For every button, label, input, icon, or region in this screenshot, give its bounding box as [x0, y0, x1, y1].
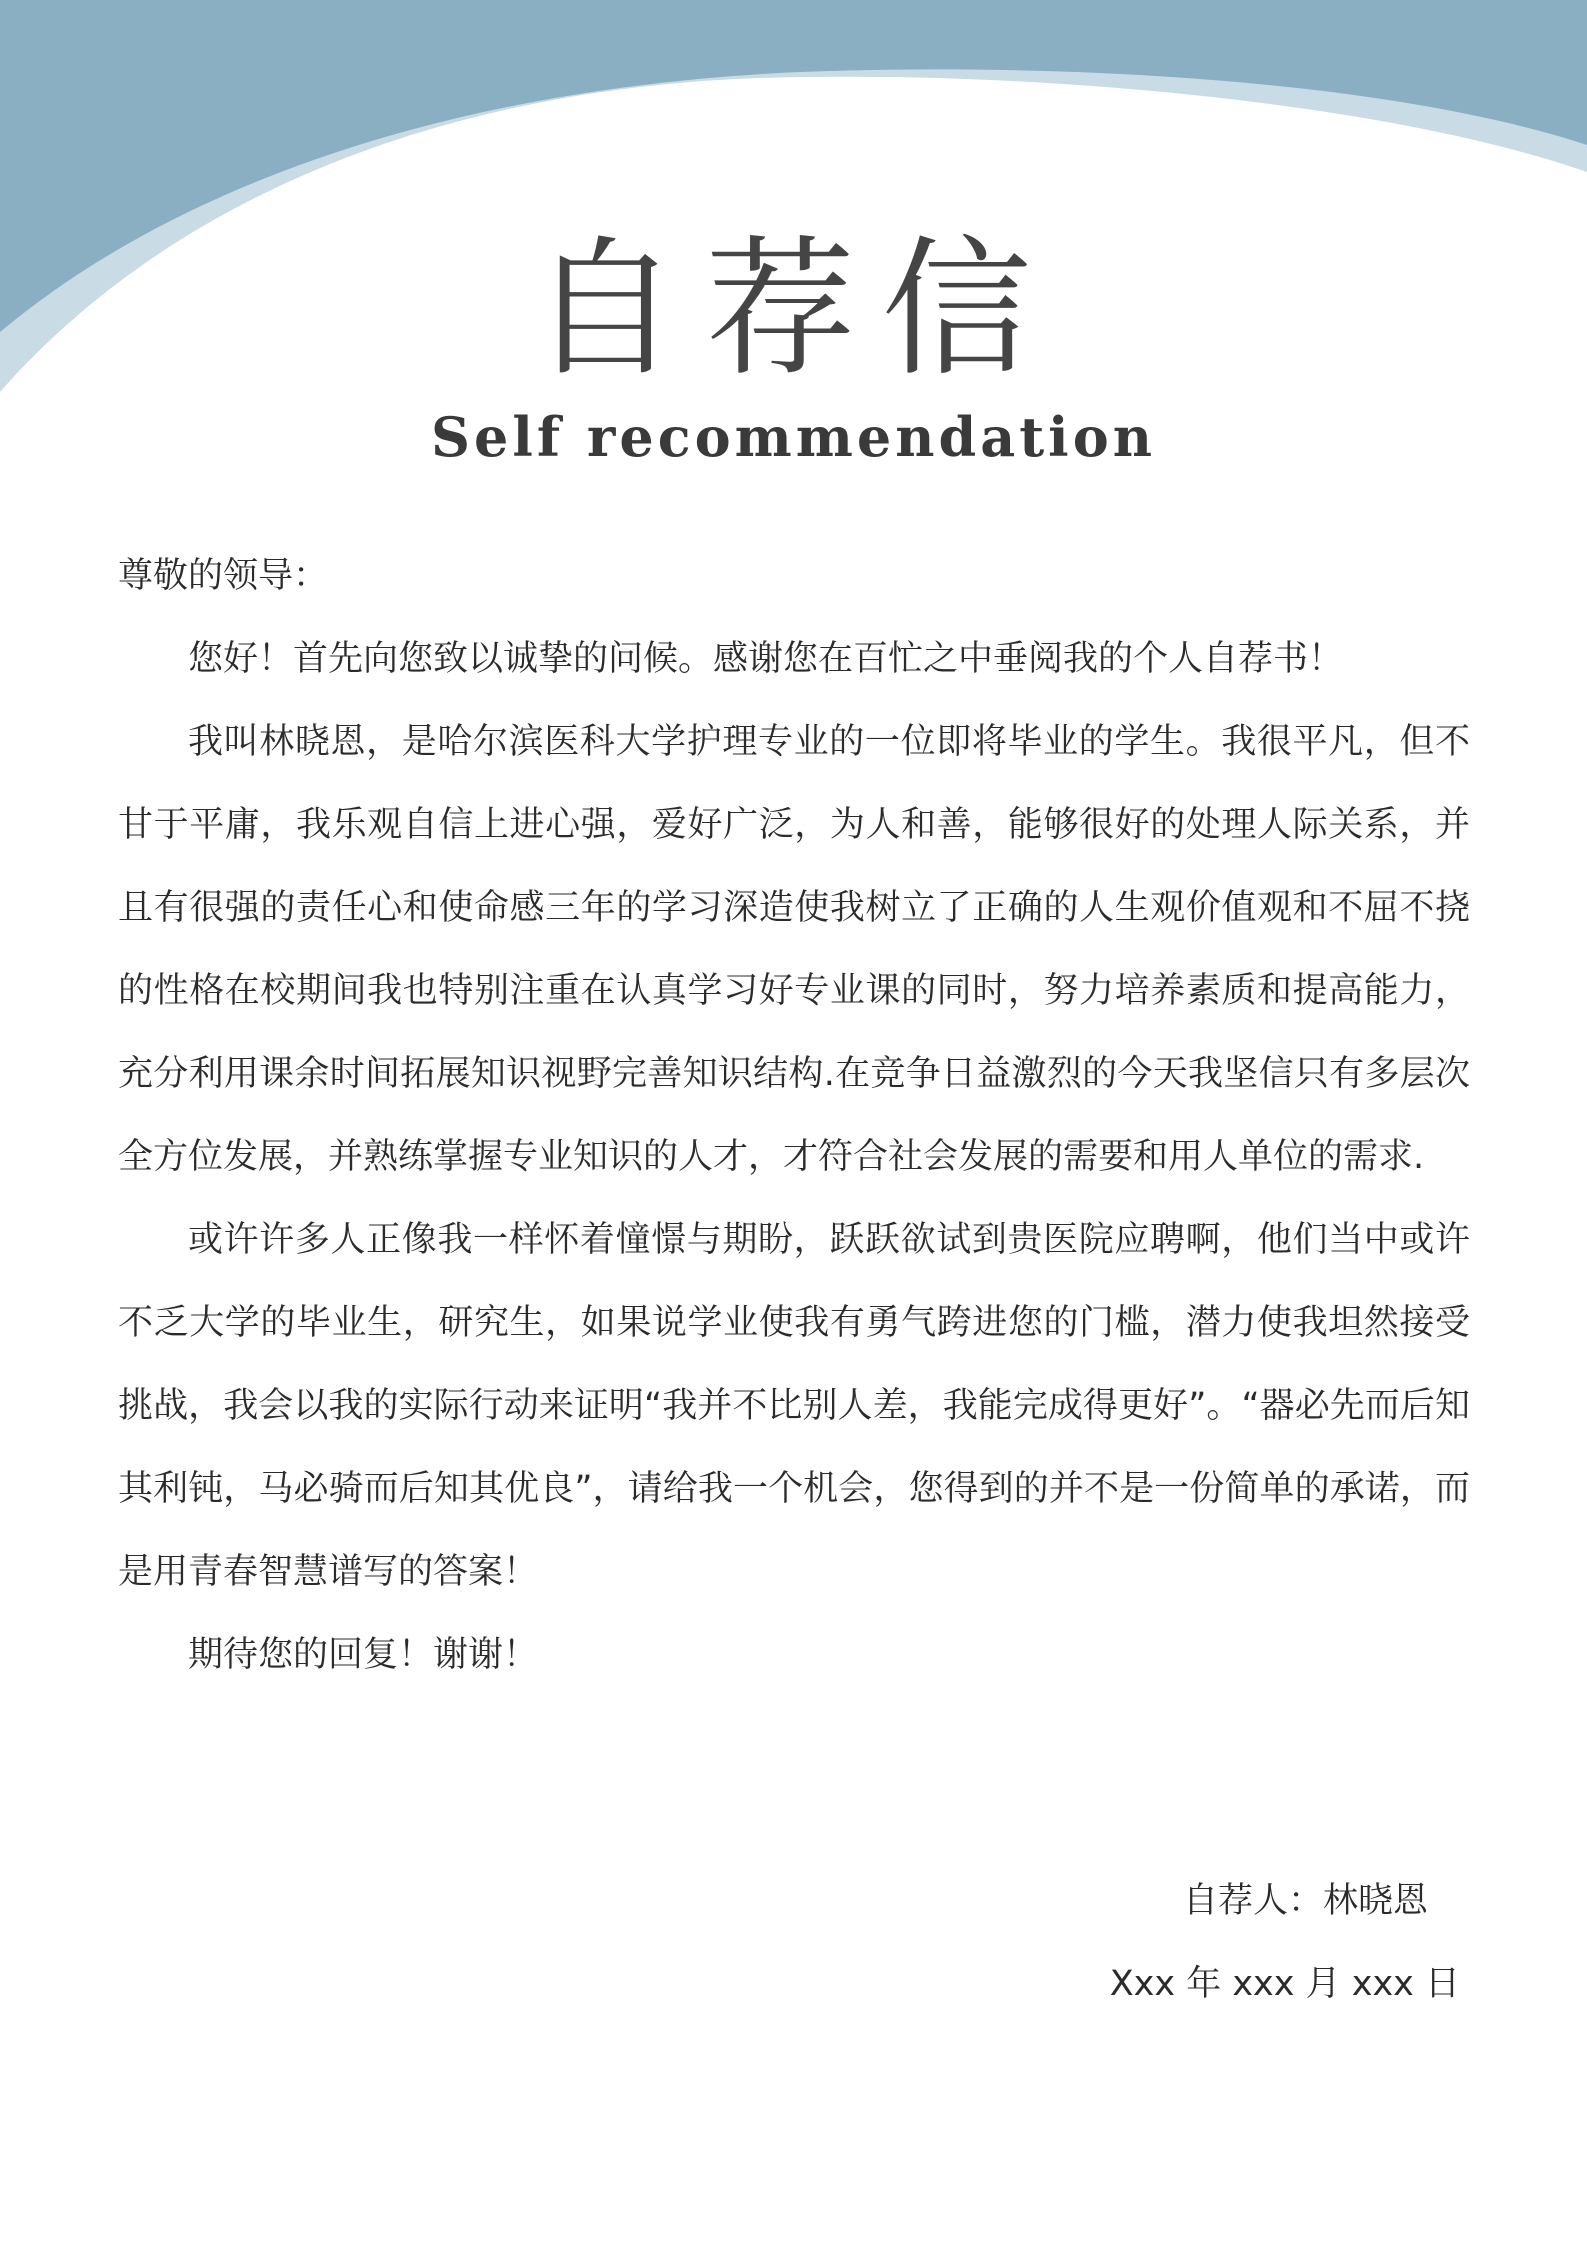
salutation: 尊敬的领导： [118, 556, 329, 596]
paragraph-greeting: 您好！首先向您致以诚挚的问候。感谢您在百忙之中垂阅我的个人自荐书！ [188, 639, 1344, 679]
letter-body [118, 535, 1470, 1697]
paragraph-motivation: 或许许多人正像我一样怀着憧憬与期盼，跃跃欲试到贵医院应聘啊，他们当中或许不乏大学的毕业生，研究生，如果说学业使我有勇气跨进您的门槛，潜力使我坦然接受挑战，我会以我的实际行动来证明“我并不比别人差，我能完成得更好”。“器必先而后知其利钝，马必骑而后知其优良”，请给我一个机会，您得到的并不是一份简单的承诺，而是用青春智慧谱写的答案！ [118, 1220, 1470, 1592]
paragraph-closing: 期待您的回复！谢谢！ [188, 1635, 539, 1675]
signature-date: Xxx 年 xxx 月 xxx 日 [1109, 1964, 1460, 2004]
paragraph-introduction: 我叫林晓恩，是哈尔滨医科大学护理专业的一位即将毕业的学生。我很平凡，但不甘于平庸，我乐观自信上进心强，爱好广泛，为人和善，能够很好的处理人际关系，并且有很强的责任心和使命感三年的学习深造使我树立了正确的人生观价值观和不屈不挠的性格在校期间我也特别注重在认真学习好专业课的同时，努力培养素质和提高能力，充分利用课余时间拓展知识视野完善知识结构.在竞争日益激烈的今天我坚信只有多层次全方位发展，并熟练掌握专业知识的人才，才符合社会发展的需要和用人单位的需求. [118, 722, 1470, 1177]
page-subtitle: Self recommendation [431, 405, 1156, 469]
page-title: 自荐信 [529, 223, 1058, 397]
signature-name: 自荐人：林晓恩 [1182, 1881, 1428, 1921]
